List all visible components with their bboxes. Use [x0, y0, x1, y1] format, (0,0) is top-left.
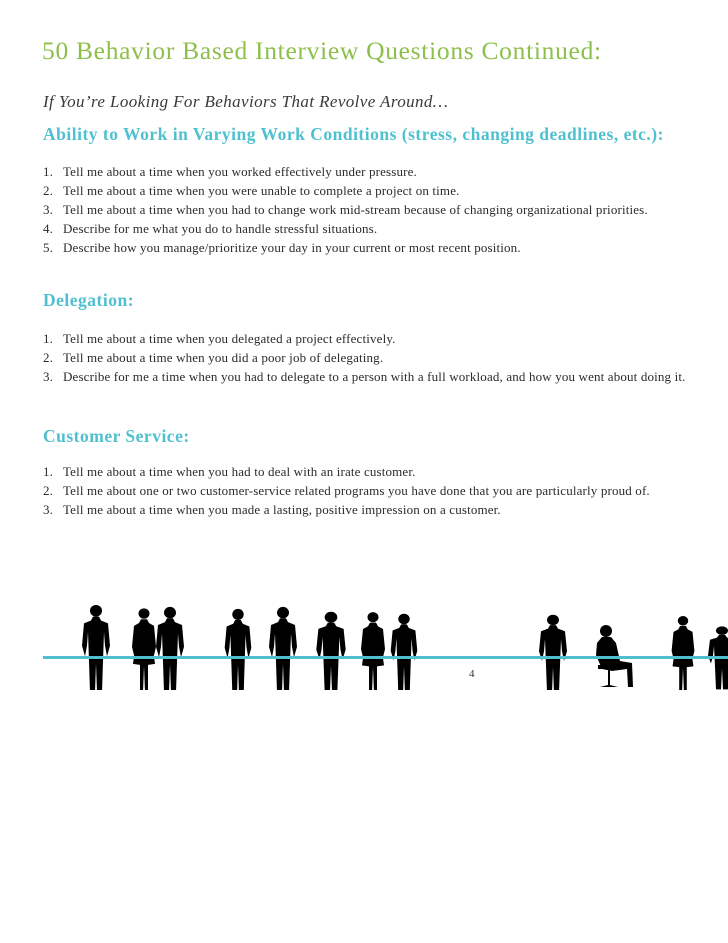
intro-line: If You’re Looking For Behaviors That Revolve Around… — [43, 92, 449, 111]
list-item — [43, 200, 648, 219]
list-item — [43, 219, 648, 238]
list-item — [43, 238, 648, 257]
ground-rule-line — [43, 656, 728, 659]
list-item — [43, 329, 686, 348]
question-text: Describe for me what you do to handle stressful situations. — [63, 221, 378, 236]
list-number: 1. — [43, 464, 54, 479]
list-item — [43, 367, 686, 386]
list-number: 1. — [43, 331, 54, 346]
list-number: 5. — [43, 240, 54, 255]
list-item — [43, 348, 686, 367]
list-number: 1. — [43, 164, 54, 179]
question-text: Tell me about a time when you worked effectively under pressure. — [63, 164, 417, 179]
question-text: Tell me about a time when you were unable to complete a project on time. — [63, 183, 460, 198]
question-list-customer-service — [43, 462, 650, 519]
question-text: Tell me about one or two customer-service related programs you have done that you are particularly proud of. — [63, 483, 650, 498]
section-heading-customer-service: Customer Service: — [43, 426, 190, 446]
list-number: 2. — [43, 350, 54, 365]
list-number: 2. — [43, 483, 54, 498]
figure-man-3 — [225, 609, 252, 690]
list-number: 3. — [43, 202, 54, 217]
question-text: Describe for me a time when you had to delegate to a person with a full workload, and how you went about doing it. — [63, 369, 686, 384]
figure-man-2 — [156, 607, 184, 690]
list-item — [43, 481, 650, 500]
page-number: 4 — [469, 668, 475, 680]
list-number: 4. — [43, 221, 54, 236]
list-item — [43, 162, 648, 181]
section-heading-delegation: Delegation: — [43, 290, 135, 310]
list-number: 3. — [43, 502, 54, 517]
figure-man-1 — [82, 605, 110, 690]
figure-woman-1 — [132, 608, 156, 690]
question-text: Describe how you manage/prioritize your day in your current or most recent position. — [63, 240, 521, 255]
question-list-delegation — [43, 329, 686, 386]
question-text: Tell me about a time when you did a poor job of delegating. — [63, 350, 384, 365]
list-number: 2. — [43, 183, 54, 198]
list-item — [43, 181, 648, 200]
question-text: Tell me about a time when you delegated a project effectively. — [63, 331, 396, 346]
list-item — [43, 500, 650, 519]
page-title: 50 Behavior Based Interview Questions Continued: — [42, 36, 602, 65]
question-text: Tell me about a time when you had to deal with an irate customer. — [63, 464, 416, 479]
figure-man-4 — [269, 607, 297, 690]
list-number: 3. — [43, 369, 54, 384]
figure-woman-2 — [361, 612, 385, 690]
question-list-work-conditions — [43, 162, 648, 257]
question-text: Tell me about a time when you had to change work mid-stream because of changing organizational priorities. — [63, 202, 648, 217]
people-silhouettes-illustration — [0, 595, 728, 690]
figure-woman-3 — [672, 616, 695, 690]
section-heading-work-conditions: Ability to Work in Varying Work Conditions (stress, changing deadlines, etc.): — [43, 124, 664, 144]
figure-man-7 — [539, 615, 567, 690]
figure-man-6 — [391, 614, 418, 690]
question-text: Tell me about a time when you made a lasting, positive impression on a customer. — [63, 502, 501, 517]
list-item — [43, 462, 650, 481]
figure-man-5 — [316, 612, 345, 690]
